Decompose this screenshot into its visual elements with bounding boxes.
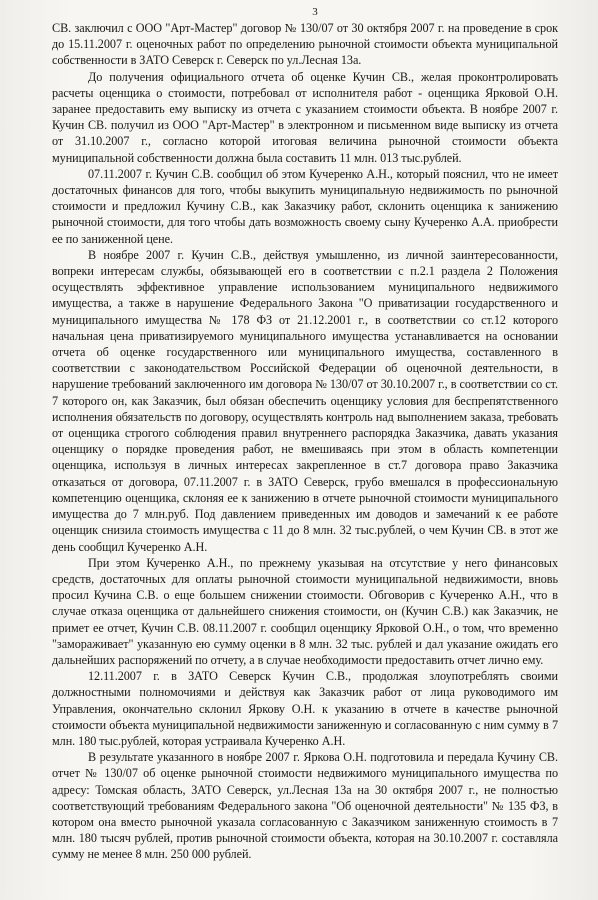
paragraph-continuation: СВ. заключил с ООО "Арт-Мастер" договор № 130/07 от 30 октября 2007 г. на проведение в срок до 15.11.2007 г. оценочных работ по определению рыночной стоимости объекта муниципальной собственности в ЗАТО Северск г. Северск по ул.Лесная 13а. — [52, 21, 558, 68]
paragraph: При этом Кучеренко А.Н., по прежнему указывая на отсутствие у него финансовых средств, достаточных для оплаты рыночной стоимости муниципальной недвижимости, вновь просил Кучина С.В. о еще большем снижении стоимости. Обговорив с Кучеренко А.Н., что в случае отказа оценщика от дальнейшего снижения стоимости, он (Кучин С.В.) как Заказчик, не примет ее отчет, Кучин С.В. 08.11.2007 г. сообщил оценщику Ярковой О.Н., о том, что временно "замораживает" указанную ею сумму оценки в 8 млн. 32 тыс. рублей и дал указание ожидать его дальнейших распоряжений по отчету, а в случае необходимости предоставить отчет лично ему. — [52, 555, 558, 667]
page-number: 3 — [312, 6, 318, 18]
paragraph: 12.11.2007 г. в ЗАТО Северск Кучин С.В., продолжая злоупотреблять своими должностными полномочиями и действуя как Заказчик работ от лица руководимого им Управления, окончательно склонил Яркову О.Н. к указанию в отчете в качестве рыночной стоимости объекта муниципальной недвижимости заниженную и согласованную с ним сумму в 7 млн. 180 тыс.рублей, которая устраивала Кучеренко А.Н. — [52, 669, 558, 748]
paragraph: В результате указанного в ноябре 2007 г. Яркова О.Н. подготовила и передала Кучину СВ. отчет № 130/07 об оценке рыночной стоимости недвижимого муниципального имущества по адресу: Томская область, ЗАТО Северск, ул.Лесная 13а на 30 октября 2007 г., не полностью соответствующий требованиям Федерального закона "Об оценочной деятельности" № 135 ФЗ, в котором она вместо рыночной указала согласованную с Заказчиком заниженную стоимость в 7 млн. 180 тысяч рублей, против рыночной стоимости объекта, которая на 30.10.2007 г. составляла сумму не менее 8 млн. 250 000 рублей. — [52, 750, 558, 862]
paragraph: 07.11.2007 г. Кучин С.В. сообщил об этом Кучеренко А.Н., который пояснил, что не имеет достаточных финансов для того, чтобы выкупить муниципальную недвижимость по рыночной стоимости и предложил Кучину С.В., как Заказчику работ, склонить оценщика к занижению рыночной стоимости, для того чтобы дать возможность своему сыну Кучеренко А.А. приобрести ее по заниженной цене. — [52, 166, 558, 246]
paragraph: До получения официального отчета об оценке Кучин СВ., желая проконтролировать расчеты оценщика о стоимости, потребовал от исполнителя работ - оценщика Ярковой О.Н. заранее предоставить ему выписку из отчета с указанием стоимости объекта. В ноябре 2007 г. Кучин СВ. получил из ООО "Арт-Мастер" в электронном и письменном виде выписку из отчета от 31.10.2007 г., согласно которой итоговая величина рыночной стоимости объекта муниципальной собственности должна была составить 11 млн. 013 тыс.рублей. — [52, 69, 558, 165]
paragraph: В ноябре 2007 г. Кучин С.В., действуя умышленно, из личной заинтересованности, вопреки интересам службы, обязывающей его в соответствии с п.2.1 раздела 2 Положения осуществлять эффективное управление использованием муниципального недвижимого имущества, а также в нарушение Федерального Закона "О приватизации государственного и муниципального имущества № 178 ФЗ от 21.12.2001 г., в соответствии со ст.12 которого начальная цена приватизируемого муниципального имущества устанавливается на основании отчета об оценке государственного или муниципального имущества, составленного в соответствии с законодательством Российской Федерации об оценочной деятельности, в нарушение требований заключенного им договора № 130/07 от 30.10.2007 г., в соответствии со ст. 7 которого он, как Заказчик, был обязан обеспечить оценщику условия для беспрепятственного исполнения обязательств по договору, осуществлять контроль над выполнением заказа, требовать от оценщика строгого соблюдения правил внутреннего распорядка Заказчика, давать указания оценщику о порядке проведения работ, не вмешиваясь при этом в область компетенции оценщика, используя в личных интересах закрепленное в ст.7 договора право Заказчика отказаться от договора, 07.11.2007 г. в ЗАТО Северск, грубо вмешался в профессиональную компетенцию оценщика, склоняя ее к занижению в отчете рыночной стоимости муниципального имущества до 7 млн.руб. Под давлением приведенных им доводов и замечаний к ее работе оценщик снизила стоимость имущества с 11 до 8 млн. 32 тыс.рублей, о чем Кучин СВ. в этот же день сообщил Кучеренко А.Н. — [52, 247, 558, 554]
